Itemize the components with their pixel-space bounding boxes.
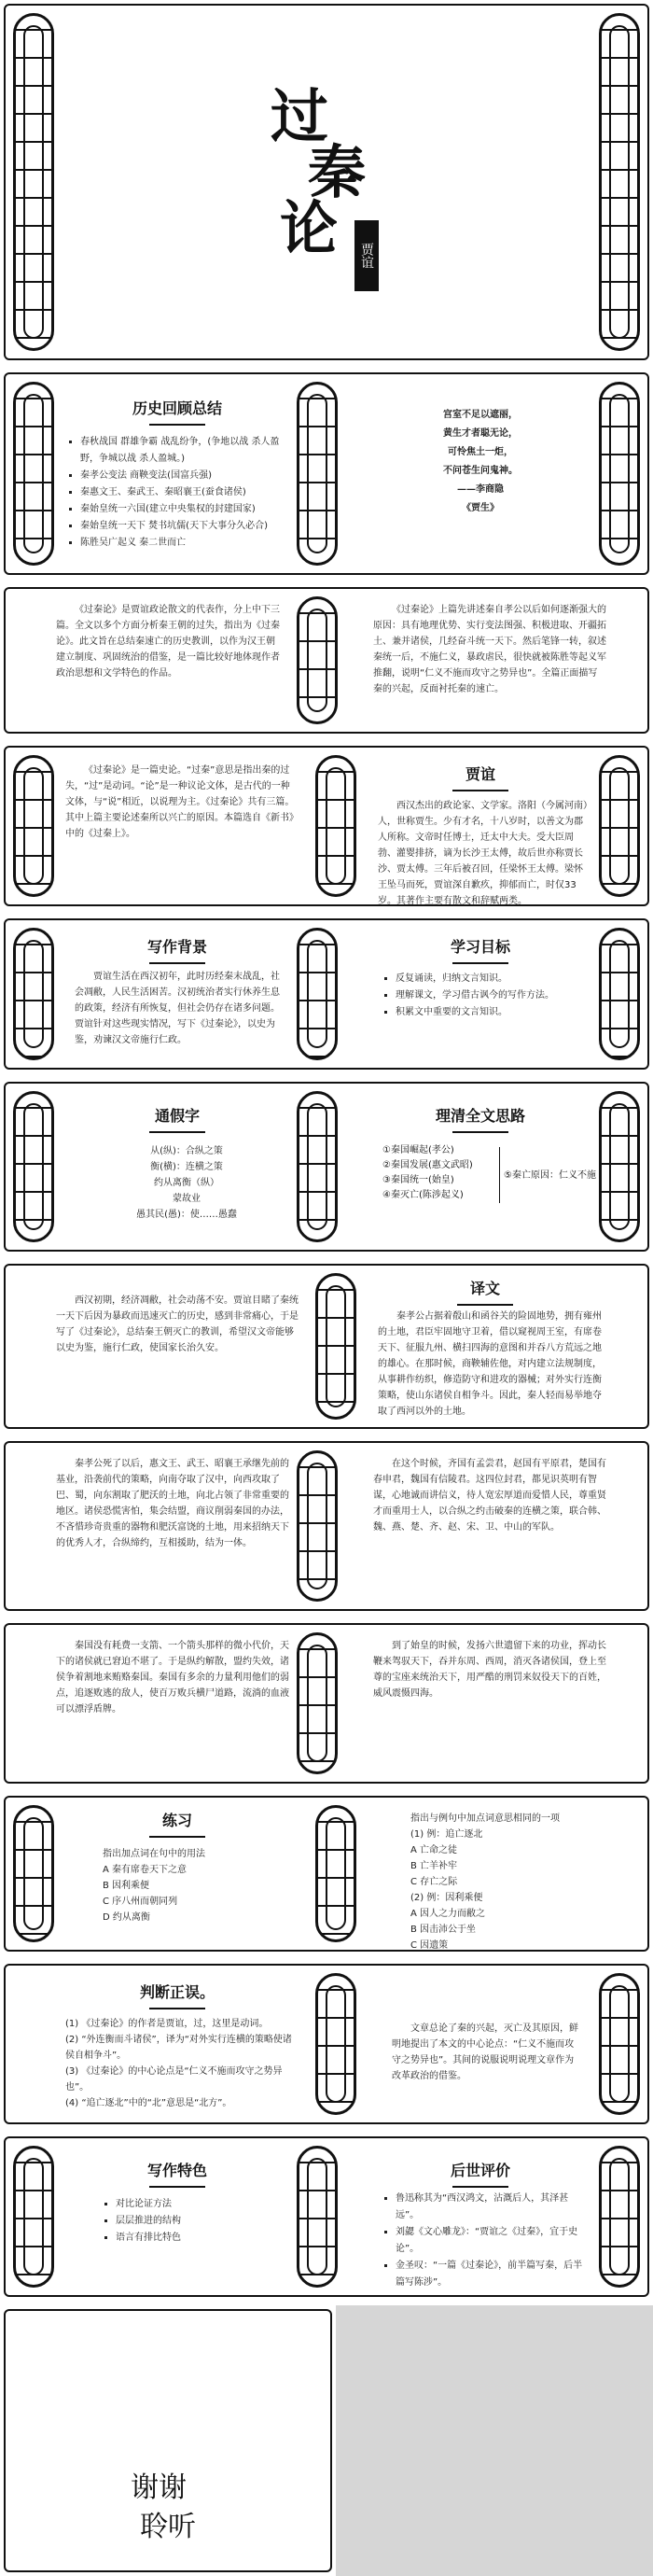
feature-item: ▪ 对比论证方法 [116,2196,280,2213]
judgement-title: 判断正误。 [65,1981,289,2009]
review-item: ▪ 鲁迅称其为“西汉鸿文，沾溉后人，其泽甚远”。 [396,2191,588,2224]
judgement-list: (1) 《过秦论》的作者是贾谊，过，这里是动词。 (2) “外连衡而斗诸侯”，译为“对外实行连横的策略使诸侯自相争斗”。 (3) 《过秦论》的中心论点是“仁义不施而攻守之势异也”。 (4) “追亡逐北”中的“北”意思是“北方”。 [65,2019,292,2108]
summary-text: 文章总论了秦的兴起，灭亡及其原因，鲜明地提出了本文的中心论点：“仁义不施而攻守之势异也”。其间的说服说明说理文章作为改革政治的借鉴。 [392,2023,578,2081]
middle-ornament [315,755,356,897]
translation-right: 到了始皇的时候，发扬六世遗留下来的功业，挥动长鞭来驾驭天下，吞并东周、西周，消灭各诸侯国，登上至尊的宝座来统治天下，用严酷的刑罚来奴役天下的百姓，威风震慑四海。 [373,1641,606,1699]
tongjia-outline-slide [0,1078,653,1255]
translation-slide-2 [0,1437,653,1615]
option[interactable]: C 序八州而朝同列 [103,1897,178,1907]
cover-title-char-2: 秦 [308,138,367,206]
middle-ornament [315,1805,356,1942]
history-item: ▪ 秦孝公变法 商鞅变法(国富兵强) [80,468,291,484]
left-ornament [13,1091,54,1242]
history-review-slide [0,369,653,579]
translation-slide-1 [0,1260,653,1433]
exercise-title: 练习 [65,1809,289,1838]
translation-text: 秦孝公占据着殽山和函谷关的险固地势，拥有雍州的土地，君臣牢固地守卫着，借以窥视周王室，有席卷天下、征服九州、横扫四海的意图和并吞八方荒远之地的雄心。在那时候，商鞅辅佐他，对内建立法规制度，从事耕作纺织，修造防守和进攻的器械；对外实行连衡策略，使山东诸侯自相争斗。因此，秦人轻而易举地夺取了西河以外的土地。 [378,1311,602,1417]
bracket-line [499,1147,500,1203]
goal-item: ▪ 积累文中重要的文言知识。 [396,1004,588,1021]
right-ornament [599,1091,640,1242]
exercise-slide [0,1792,653,1955]
section-title: 历史回顾总结 [65,397,289,426]
features-title: 写作特色 [65,2159,289,2188]
middle-ornament [315,1273,356,1420]
left-ornament [13,1805,54,1942]
author-label: 贾谊 [354,220,379,291]
middle-ornament [297,596,338,724]
goal-item: ▪ 反复诵读，归纳文言知识。 [396,971,588,987]
judgement-slide [0,1960,653,2128]
history-item: ▪ 秦始皇统一天下 焚书坑儒(天下大事分久必合) [80,518,291,535]
review-item: ▪ 刘勰《文心雕龙》：“贾谊之《过秦》，宜于史论”。 [396,2224,588,2258]
left-ornament [13,13,54,351]
evaluation-title: 后世评价 [373,2159,588,2188]
left-ornament [13,382,54,566]
middle-ornament [315,1973,356,2115]
feature-item: ▪ 语言有排比特色 [116,2230,280,2247]
author-title: 贾谊 [373,763,588,791]
outline-title: 理清全文思路 [373,1104,588,1133]
intro-right-text: 《过秦论》上篇先讲述秦自孝公以后如何逐渐强大的原因：具有地理优势、实行变法图强、积极进取、开疆拓土、兼并诸侯，几经奋斗统一天下。然后笔锋一转，叙述秦统一后，不施仁义，暴政虐民，很快就被陈胜等起义军推翻，说明“仁义不施而攻守之势异也”。全篇正面描写秦的兴起，反面衬托秦的速亡。 [373,605,606,694]
middle-ornament [297,382,338,566]
middle-ornament [297,1091,338,1242]
exercise-right: 指出与例句中加点词意思相同的一项 (1) 例：追亡逐北 A 亡命之徒 B 亡羊补牢 C 存亡之际 (2) 例：因利乘便 A 因人之力而敝之 B 因击沛公于坐 C 因遗策 [410,1813,560,1951]
background-text: 贾谊生活在西汉初年，此时历经秦末战乱，社会凋敝，人民生活困苦。汉初统治者实行休养生息的政策，经济有所恢复，但社会仍存在诸多问题。贾谊针对这些现实情况，写下《过秦论》，以史为鉴，劝谏汉文帝施行仁政。 [75,972,280,1045]
author-slide [0,742,653,910]
cover-slide [0,0,653,364]
right-ornament [599,382,640,566]
translation-right: 在这个时候，齐国有孟尝君，赵国有平原君，楚国有春申君，魏国有信陵君。这四位封君，都见识英明有智谋，心地诚而讲信义，待人宽宏厚道而爱惜人民，尊重贤才而重用士人，以合纵之约击破秦的连横之策，联合韩、魏、燕、楚、齐、赵、宋、卫、中山的军队。 [373,1459,606,1533]
essay-explanation: 《过秦论》是一篇史论。“过秦”意思是指出秦的过失，“过”是动词。“论”是一种议论文体，是古代的一种文体，与“说”相近，以说理为主。《过秦论》共有三篇。其中上篇主要论述秦所以兴亡的原因。本篇选自《新书》中的《过秦上》。 [65,765,299,839]
blank-area [336,2305,653,2576]
middle-ornament [297,2146,338,2288]
history-item: ▪ 春秋战国 群雄争霸 战乱纷争，(争地以战 杀人盈野，争城以战 杀人盈城。) [80,434,291,468]
listening-text: 聆听 [140,2511,196,2543]
middle-ornament [297,1450,338,1602]
history-item: ▪ 秦始皇统一六国(建立中央集权的封建国家) [80,501,291,518]
goal-item: ▪ 理解课文，学习借古讽今的写作方法。 [396,987,588,1004]
translation-slide-3 [0,1619,653,1787]
evaluation-list [382,2191,588,2291]
outline-branches: ①秦国崛起(孝公) ②秦国发展(惠文武昭) ③秦国统一(始皇) ④秦灭亡(陈涉起义) [382,1145,473,1200]
option[interactable]: B 因利乘便 [103,1881,150,1891]
left-ornament [13,755,54,897]
option[interactable]: A 秦有席卷天下之意 [103,1865,188,1875]
intro-left-text: 《过秦论》是贾谊政论散文的代表作，分上中下三篇。全文以多个方面分析秦王朝的过失，指出为《过秦论》。此文旨在总结秦速亡的历史教训，以作为汉王朝建立制度、巩固统治的借鉴，是一篇比较好地体现作者政治思想和文学特色的作品。 [56,605,280,679]
right-ornament [599,1973,640,2115]
author-bio: 西汉杰出的政论家、文学家。洛阳（今属河南）人，世称贾生。少有才名，十八岁时，以善文为郡人所称。文帝时任博士，迁太中大夫。受大臣周勃、灌婴排挤，谪为长沙王太傅，故后世亦称贾长沙、贾太傅。三年后被召回，任梁怀王太傅。梁怀王坠马而死，贾谊深自歉疚，抑郁而亡，时仅33岁。其著作主要有散文和辞赋两类。 [378,801,588,906]
background-title: 写作背景 [65,935,289,964]
outline-conclusion: ⑤秦亡原因：仁义不施 [504,1170,596,1181]
tongjia-list: 从(纵)：合纵之策 衡(横)：连横之策 约从离衡（纵） 蒙故业 愚其民(愚)：使……愚蠢 [136,1146,237,1220]
poem-quote: 宫室不足以遮丽， 黄生才者聪无论， 可怜焦土一炬， 不问苍生问鬼神。 ——李商隐 《贾生》 [443,410,518,513]
review-item: ▪ 金圣叹：“一篇《过秦论》，前半篇写秦，后半篇写陈涉”。 [396,2258,588,2291]
left-ornament [13,2146,54,2288]
left-ornament [13,928,54,1060]
features-list [103,2196,280,2247]
features-evaluation-slide [0,2133,653,2301]
goals-list [382,971,588,1021]
translation-title: 译文 [373,1277,597,1306]
history-list [67,434,291,552]
feature-item: ▪ 层层推进的结构 [116,2213,280,2230]
right-ornament [599,2146,640,2288]
background-goals-slide [0,915,653,1073]
context-text: 西汉初期，经济凋敝，社会动荡不安。贾谊目睹了秦统一天下后因为暴政而迅速灭亡的历史，感到非常痛心，于是写了《过秦论》，总结秦王朝灭亡的教训，希望汉文帝能够以史为鉴，施行仁政，使国家长治久安。 [56,1295,299,1353]
translation-left: 秦国没有耗费一支箭、一个箭头那样的微小代价，天下的诸侯就已窘迫不堪了。于是纵约解散，盟约失效，诸侯争着割地来贿赂秦国。秦国有多余的力量利用他们的弱点，追逐败逃的敌人，使百万败兵横尸道路，流淌的血液可以漂浮盾牌。 [56,1641,289,1715]
intro-slide [0,583,653,737]
tongjia-title: 通假字 [65,1104,289,1133]
right-ornament [599,755,640,897]
goals-title: 学习目标 [373,935,588,964]
right-ornament [599,928,640,1060]
middle-ornament [297,1632,338,1774]
middle-ornament [297,928,338,1060]
right-ornament [599,13,640,351]
option[interactable]: D 约从离衡 [103,1912,150,1923]
ending-slide [0,2305,336,2576]
cover-title-char-1: 过 [271,82,329,150]
exercise-question: 指出加点词在句中的用法 A 秦有席卷天下之意 B 因利乘便 C 序八州而朝同列 D 约从离衡 [103,1846,289,1925]
history-item: ▪ 陈胜吴广起义 秦二世而亡 [80,535,291,552]
history-item: ▪ 秦惠文王、秦武王、秦昭襄王(蚕食诸侯) [80,484,291,501]
thanks-text: 谢谢 [131,2471,187,2504]
translation-left: 秦孝公死了以后，惠文王、武王、昭襄王承继先前的基业，沿袭前代的策略，向南夺取了汉中，向西攻取了巴、蜀，向东割取了肥沃的土地，向北占领了非常重要的地区。诸侯恐慌害怕，集会结盟，商议削弱秦国的办法，不吝惜珍奇贵重的器物和肥沃富饶的土地，用来招纳天下的优秀人才，合纵缔约，互相援助，结为一体。 [56,1459,289,1548]
cover-title-char-3: 论 [280,194,339,262]
